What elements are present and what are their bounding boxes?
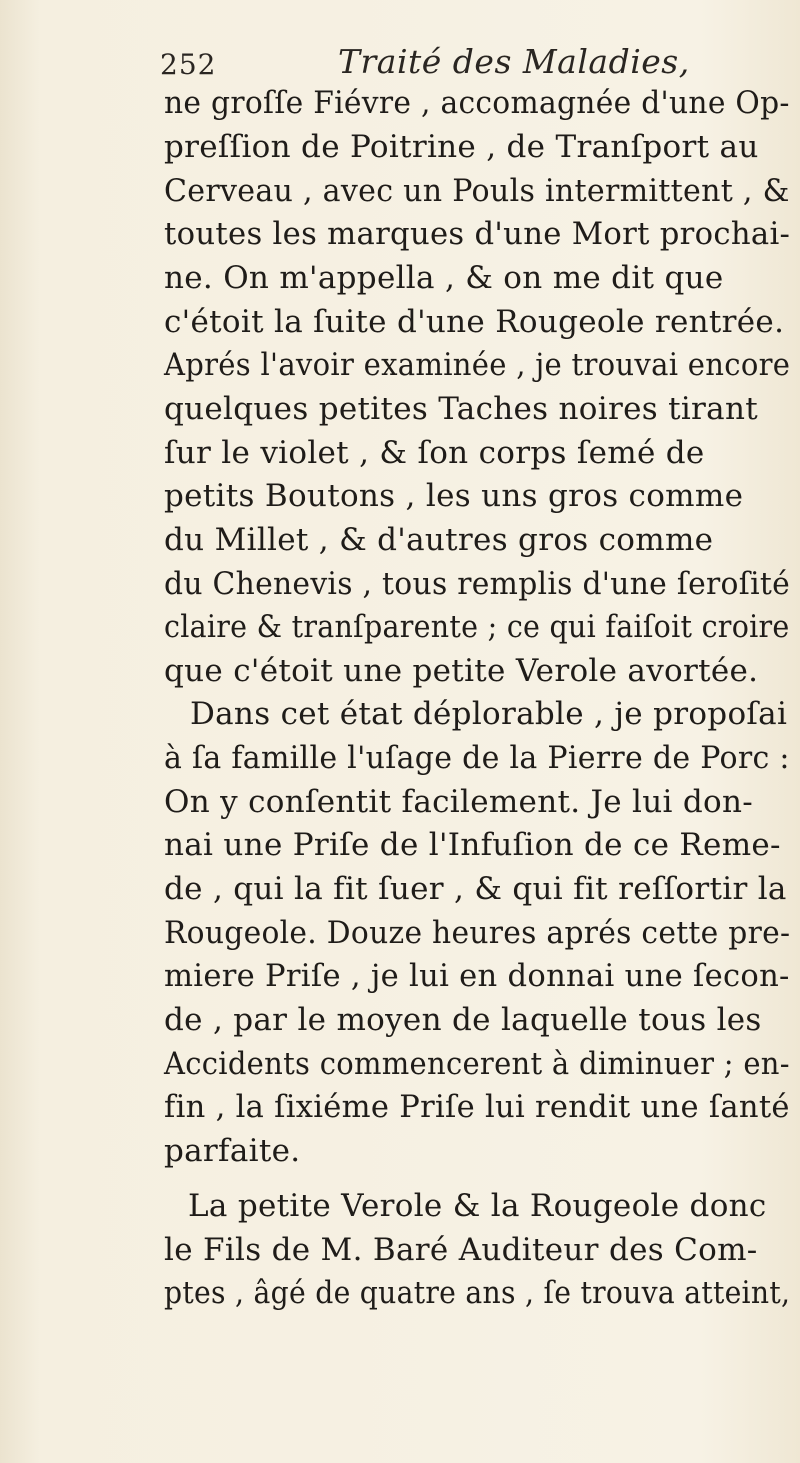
text-line: à ſa famille l'uſage de la Pierre de Porc : xyxy=(164,740,790,776)
text-line: parfaite. xyxy=(164,1133,301,1169)
text-line: claire & tranſparente ; ce qui faiſoit croire xyxy=(164,609,790,645)
text-line: fin , la ſixiéme Priſe lui rendit une ſanté xyxy=(164,1089,790,1125)
text-line: du Millet , & d'autres gros comme xyxy=(164,522,714,558)
text-line: c'étoit la ſuite d'une Rougeole rentrée. xyxy=(164,304,785,340)
text-line: du Chenevis , tous remplis d'une ſeroſité xyxy=(164,566,791,602)
text-line: La petite Verole & la Rougeole donc xyxy=(188,1188,767,1224)
text-line: ptes , âgé de quatre ans , ſe trouva atteint, xyxy=(164,1275,791,1311)
text-line: de , qui la fit ſuer , & qui fit reſſortir la xyxy=(164,871,787,907)
text-line: quelques petites Taches noires tirant xyxy=(164,391,758,427)
text-line: On y conſentit facilement. Je lui don- xyxy=(164,784,754,820)
text-line: toutes les marques d'une Mort prochai- xyxy=(164,216,791,252)
text-line: le Fils de M. Baré Auditeur des Com- xyxy=(164,1232,758,1268)
text-line: nai une Priſe de l'Infuſion de ce Reme- xyxy=(164,827,781,863)
text-line: miere Priſe , je lui en donnai une ſecon- xyxy=(164,958,790,994)
text-line: Rougeole. Douze heures aprés cette pre- xyxy=(164,915,791,951)
text-line: Dans cet état déplorable , je propoſai xyxy=(190,696,788,732)
running-title: Traité des Maladies, xyxy=(338,42,690,81)
text-line: ne. On m'appella , & on me dit que xyxy=(164,260,724,296)
text-line: ſur le violet , & ſon corps ſemé de xyxy=(164,435,705,471)
text-line: Aprés l'avoir examinée , je trouvai encore xyxy=(164,347,791,383)
text-line: ne groſſe Fiévre , accomagnée d'une Op- xyxy=(164,85,790,121)
page-number: 252 xyxy=(160,48,217,81)
text-line: petits Boutons , les uns gros comme xyxy=(164,478,744,514)
text-line: Cerveau , avec un Pouls intermittent , & xyxy=(164,173,790,209)
text-line: que c'étoit une petite Verole avortée. xyxy=(164,653,759,689)
text-line: preſſion de Poitrine , de Tranſport au xyxy=(164,129,759,165)
text-line: Accidents commencerent à diminuer ; en- xyxy=(164,1046,790,1082)
text-line: de , par le moyen de laquelle tous les xyxy=(164,1002,762,1038)
